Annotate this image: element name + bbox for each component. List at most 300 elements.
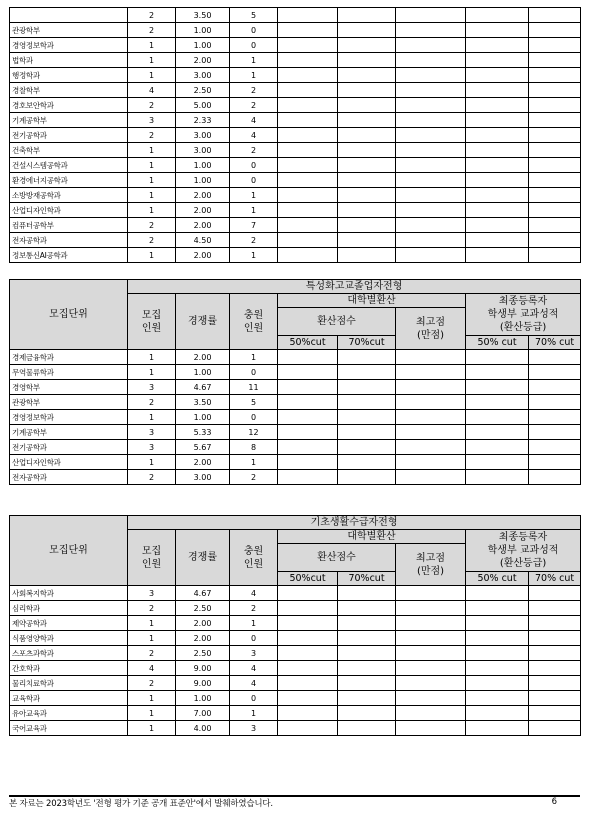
cell-empty bbox=[466, 661, 529, 676]
table-basic-livelihood-body bbox=[10, 586, 581, 736]
cell-empty bbox=[529, 470, 581, 485]
header-recruit: 모집 인원 bbox=[128, 530, 176, 586]
table-row bbox=[10, 113, 581, 128]
cell-empty bbox=[529, 721, 581, 736]
cell-empty bbox=[466, 218, 529, 233]
cell-unit: 컴퓨터공학부 bbox=[10, 218, 128, 233]
cell-empty bbox=[466, 143, 529, 158]
cell-recruit: 1 bbox=[128, 38, 176, 53]
cell-empty bbox=[466, 248, 529, 263]
cell-extra: 11 bbox=[230, 380, 278, 395]
cell-extra: 4 bbox=[230, 128, 278, 143]
cell-empty bbox=[278, 661, 338, 676]
table-row bbox=[10, 173, 581, 188]
cell-empty bbox=[529, 68, 581, 83]
cell-empty bbox=[338, 631, 396, 646]
cell-rate: 1.00 bbox=[176, 410, 230, 425]
cell-empty bbox=[278, 68, 338, 83]
cell-unit: 관광학부 bbox=[10, 395, 128, 410]
cell-recruit: 1 bbox=[128, 706, 176, 721]
cell-empty bbox=[278, 410, 338, 425]
cell-empty bbox=[396, 440, 466, 455]
cell-empty bbox=[338, 143, 396, 158]
cell-empty bbox=[396, 83, 466, 98]
cell-empty bbox=[278, 395, 338, 410]
cell-empty bbox=[466, 38, 529, 53]
cell-recruit: 2 bbox=[128, 98, 176, 113]
cell-unit: 심리학과 bbox=[10, 601, 128, 616]
table-row bbox=[10, 721, 581, 736]
cell-rate: 2.00 bbox=[176, 218, 230, 233]
cell-extra: 2 bbox=[230, 470, 278, 485]
cell-empty bbox=[529, 440, 581, 455]
table-row bbox=[10, 350, 581, 365]
cell-empty bbox=[466, 601, 529, 616]
cell-empty bbox=[466, 365, 529, 380]
cell-empty bbox=[338, 706, 396, 721]
cell-recruit: 1 bbox=[128, 455, 176, 470]
cell-recruit: 4 bbox=[128, 83, 176, 98]
cell-empty bbox=[396, 706, 466, 721]
table-row bbox=[10, 646, 581, 661]
cell-empty bbox=[396, 143, 466, 158]
cell-empty bbox=[529, 113, 581, 128]
table-row bbox=[10, 218, 581, 233]
cell-rate: 5.67 bbox=[176, 440, 230, 455]
cell-rate: 5.33 bbox=[176, 425, 230, 440]
cell-empty bbox=[466, 98, 529, 113]
cell-empty bbox=[278, 188, 338, 203]
page-number: 6 bbox=[551, 797, 557, 807]
cell-empty bbox=[396, 68, 466, 83]
cell-rate: 5.00 bbox=[176, 98, 230, 113]
cell-rate: 3.00 bbox=[176, 128, 230, 143]
cell-rate: 2.50 bbox=[176, 646, 230, 661]
table-row bbox=[10, 676, 581, 691]
cell-empty bbox=[278, 425, 338, 440]
cell-empty bbox=[529, 706, 581, 721]
cell-unit: 전자공학과 bbox=[10, 470, 128, 485]
cell-unit: 유아교육과 bbox=[10, 706, 128, 721]
cell-recruit: 1 bbox=[128, 350, 176, 365]
cell-empty bbox=[529, 128, 581, 143]
cell-empty bbox=[529, 218, 581, 233]
cell-empty bbox=[278, 218, 338, 233]
cell-empty bbox=[466, 158, 529, 173]
cell-empty bbox=[396, 616, 466, 631]
table-row bbox=[10, 128, 581, 143]
cell-unit: 국어교육과 bbox=[10, 721, 128, 736]
cell-empty bbox=[338, 646, 396, 661]
cell-empty bbox=[529, 23, 581, 38]
cell-empty bbox=[466, 8, 529, 23]
cell-empty bbox=[466, 616, 529, 631]
cell-unit: 무역물류학과 bbox=[10, 365, 128, 380]
cell-unit: 스포츠과학과 bbox=[10, 646, 128, 661]
cell-rate: 2.00 bbox=[176, 350, 230, 365]
cell-unit: 간호학과 bbox=[10, 661, 128, 676]
cell-extra: 4 bbox=[230, 586, 278, 601]
table-row bbox=[10, 410, 581, 425]
cell-empty bbox=[529, 83, 581, 98]
table-row bbox=[10, 8, 581, 23]
cell-extra: 1 bbox=[230, 248, 278, 263]
cell-empty bbox=[338, 218, 396, 233]
table-continued-body bbox=[10, 8, 581, 263]
header-final-registrant: 최종등록자 학생부 교과성적 (환산등급) bbox=[466, 294, 581, 336]
cell-empty bbox=[278, 53, 338, 68]
cell-empty bbox=[278, 721, 338, 736]
cell-recruit: 3 bbox=[128, 380, 176, 395]
cell-empty bbox=[529, 248, 581, 263]
cell-empty bbox=[529, 586, 581, 601]
cell-empty bbox=[529, 203, 581, 218]
cell-empty bbox=[278, 38, 338, 53]
cell-recruit: 4 bbox=[128, 661, 176, 676]
cell-empty bbox=[338, 128, 396, 143]
cell-rate: 9.00 bbox=[176, 661, 230, 676]
cell-empty bbox=[396, 173, 466, 188]
cell-empty bbox=[529, 53, 581, 68]
cell-empty bbox=[338, 113, 396, 128]
cell-empty bbox=[396, 248, 466, 263]
cell-rate: 2.00 bbox=[176, 455, 230, 470]
cell-recruit: 2 bbox=[128, 233, 176, 248]
cell-empty bbox=[396, 425, 466, 440]
cell-empty bbox=[338, 586, 396, 601]
header-extra: 충원 인원 bbox=[230, 530, 278, 586]
cell-empty bbox=[278, 233, 338, 248]
table-row bbox=[10, 425, 581, 440]
cell-empty bbox=[278, 706, 338, 721]
cell-recruit: 3 bbox=[128, 440, 176, 455]
cell-empty bbox=[466, 455, 529, 470]
cell-rate: 4.50 bbox=[176, 233, 230, 248]
cell-empty bbox=[338, 380, 396, 395]
cell-rate: 1.00 bbox=[176, 365, 230, 380]
cell-empty bbox=[278, 601, 338, 616]
cell-empty bbox=[466, 425, 529, 440]
cell-empty bbox=[466, 83, 529, 98]
cell-empty bbox=[529, 158, 581, 173]
cell-empty bbox=[466, 128, 529, 143]
cell-extra: 8 bbox=[230, 440, 278, 455]
cell-empty bbox=[396, 646, 466, 661]
cell-empty bbox=[338, 425, 396, 440]
cell-empty bbox=[338, 395, 396, 410]
cell-empty bbox=[278, 203, 338, 218]
cell-empty bbox=[338, 365, 396, 380]
cell-empty bbox=[529, 691, 581, 706]
cell-extra: 1 bbox=[230, 616, 278, 631]
cell-recruit: 1 bbox=[128, 410, 176, 425]
table-row bbox=[10, 601, 581, 616]
cell-empty bbox=[278, 616, 338, 631]
cell-empty bbox=[278, 676, 338, 691]
cell-unit: 사회복지학과 bbox=[10, 586, 128, 601]
cell-recruit: 2 bbox=[128, 218, 176, 233]
table-row bbox=[10, 143, 581, 158]
cell-empty bbox=[278, 173, 338, 188]
cell-empty bbox=[396, 203, 466, 218]
cell-recruit: 1 bbox=[128, 616, 176, 631]
cell-rate: 2.33 bbox=[176, 113, 230, 128]
cell-empty bbox=[396, 218, 466, 233]
cell-unit bbox=[10, 8, 128, 23]
cell-recruit: 1 bbox=[128, 365, 176, 380]
cell-rate: 1.00 bbox=[176, 691, 230, 706]
cell-empty bbox=[278, 158, 338, 173]
cell-empty bbox=[396, 98, 466, 113]
cell-unit: 전기공학과 bbox=[10, 440, 128, 455]
cell-extra: 0 bbox=[230, 631, 278, 646]
header-cut50: 50%cut bbox=[278, 336, 338, 350]
cell-empty bbox=[529, 676, 581, 691]
header-max-score: 최고점 (만점) bbox=[396, 308, 466, 350]
table-continued bbox=[9, 7, 581, 263]
cell-empty bbox=[338, 53, 396, 68]
cell-rate: 7.00 bbox=[176, 706, 230, 721]
header-cut70-grade: 70% cut bbox=[529, 336, 581, 350]
cell-extra: 0 bbox=[230, 158, 278, 173]
cell-rate: 1.00 bbox=[176, 173, 230, 188]
cell-extra: 0 bbox=[230, 23, 278, 38]
cell-empty bbox=[529, 98, 581, 113]
cell-empty bbox=[466, 188, 529, 203]
cell-extra: 7 bbox=[230, 218, 278, 233]
cell-empty bbox=[338, 350, 396, 365]
cell-recruit: 3 bbox=[128, 425, 176, 440]
cell-empty bbox=[338, 410, 396, 425]
cell-extra: 4 bbox=[230, 661, 278, 676]
cell-empty bbox=[529, 143, 581, 158]
cell-extra: 1 bbox=[230, 188, 278, 203]
cell-rate: 3.00 bbox=[176, 143, 230, 158]
cell-empty bbox=[529, 350, 581, 365]
cell-unit: 경제금융학과 bbox=[10, 350, 128, 365]
cell-recruit: 1 bbox=[128, 691, 176, 706]
cell-extra: 2 bbox=[230, 601, 278, 616]
cell-empty bbox=[338, 188, 396, 203]
cell-recruit: 2 bbox=[128, 646, 176, 661]
cell-empty bbox=[396, 38, 466, 53]
cell-recruit: 1 bbox=[128, 68, 176, 83]
cell-empty bbox=[396, 53, 466, 68]
cell-recruit: 2 bbox=[128, 676, 176, 691]
cell-extra: 1 bbox=[230, 53, 278, 68]
table-specialized-body bbox=[10, 350, 581, 485]
cell-empty bbox=[529, 395, 581, 410]
cell-rate: 2.00 bbox=[176, 188, 230, 203]
cell-empty bbox=[396, 350, 466, 365]
cell-unit: 건설시스템공학과 bbox=[10, 158, 128, 173]
cell-rate: 1.00 bbox=[176, 158, 230, 173]
cell-extra: 1 bbox=[230, 455, 278, 470]
cell-rate: 3.50 bbox=[176, 395, 230, 410]
cell-rate: 2.50 bbox=[176, 601, 230, 616]
cell-empty bbox=[396, 113, 466, 128]
cell-unit: 환경에너지공학과 bbox=[10, 173, 128, 188]
cell-empty bbox=[466, 470, 529, 485]
header-cut70-grade: 70% cut bbox=[529, 572, 581, 586]
cell-empty bbox=[338, 721, 396, 736]
cell-extra: 1 bbox=[230, 350, 278, 365]
cell-empty bbox=[278, 350, 338, 365]
cell-unit: 법학과 bbox=[10, 53, 128, 68]
table-row bbox=[10, 706, 581, 721]
cell-rate: 1.00 bbox=[176, 23, 230, 38]
cell-empty bbox=[466, 440, 529, 455]
header-cut50-grade: 50% cut bbox=[466, 572, 529, 586]
table-row bbox=[10, 691, 581, 706]
cell-empty bbox=[338, 83, 396, 98]
cell-extra: 5 bbox=[230, 395, 278, 410]
cell-extra: 1 bbox=[230, 203, 278, 218]
cell-empty bbox=[278, 23, 338, 38]
table-row bbox=[10, 158, 581, 173]
cell-empty bbox=[338, 158, 396, 173]
cell-empty bbox=[396, 23, 466, 38]
table-row bbox=[10, 455, 581, 470]
cell-empty bbox=[396, 631, 466, 646]
cell-recruit: 2 bbox=[128, 395, 176, 410]
table-row bbox=[10, 23, 581, 38]
cell-rate: 3.00 bbox=[176, 68, 230, 83]
cell-empty bbox=[529, 233, 581, 248]
table-row bbox=[10, 188, 581, 203]
cell-empty bbox=[466, 23, 529, 38]
cell-recruit: 3 bbox=[128, 586, 176, 601]
header-conversion-score: 환산점수 bbox=[278, 544, 396, 572]
cell-empty bbox=[529, 425, 581, 440]
table-row bbox=[10, 631, 581, 646]
cell-empty bbox=[278, 631, 338, 646]
cell-unit: 건축학부 bbox=[10, 143, 128, 158]
cell-unit: 경호보안학과 bbox=[10, 98, 128, 113]
cell-empty bbox=[529, 380, 581, 395]
cell-empty bbox=[338, 691, 396, 706]
cell-rate: 3.50 bbox=[176, 8, 230, 23]
cell-recruit: 1 bbox=[128, 158, 176, 173]
cell-empty bbox=[338, 661, 396, 676]
header-conversion-score: 환산점수 bbox=[278, 308, 396, 336]
cell-empty bbox=[278, 646, 338, 661]
cell-unit: 산업디자인학과 bbox=[10, 203, 128, 218]
cell-recruit: 1 bbox=[128, 631, 176, 646]
header-univ-conversion: 대학별환산 bbox=[278, 530, 466, 544]
cell-empty bbox=[278, 83, 338, 98]
cell-empty bbox=[278, 248, 338, 263]
cell-empty bbox=[278, 365, 338, 380]
cell-extra: 2 bbox=[230, 143, 278, 158]
cell-empty bbox=[396, 395, 466, 410]
table-row bbox=[10, 365, 581, 380]
cell-empty bbox=[338, 676, 396, 691]
cell-empty bbox=[278, 440, 338, 455]
cell-unit: 경영학부 bbox=[10, 380, 128, 395]
table-row bbox=[10, 470, 581, 485]
cell-extra: 3 bbox=[230, 721, 278, 736]
cell-recruit: 1 bbox=[128, 721, 176, 736]
cell-extra: 0 bbox=[230, 691, 278, 706]
cell-empty bbox=[338, 601, 396, 616]
cell-empty bbox=[466, 173, 529, 188]
cell-rate: 2.00 bbox=[176, 616, 230, 631]
cell-extra: 4 bbox=[230, 113, 278, 128]
cell-empty bbox=[338, 98, 396, 113]
cell-extra: 2 bbox=[230, 83, 278, 98]
cell-extra: 0 bbox=[230, 38, 278, 53]
header-unit: 모집단위 bbox=[10, 280, 128, 350]
cell-recruit: 1 bbox=[128, 248, 176, 263]
cell-empty bbox=[396, 380, 466, 395]
cell-empty bbox=[529, 173, 581, 188]
cell-recruit: 2 bbox=[128, 128, 176, 143]
cell-recruit: 1 bbox=[128, 173, 176, 188]
cell-empty bbox=[466, 586, 529, 601]
table-row bbox=[10, 68, 581, 83]
cell-empty bbox=[338, 8, 396, 23]
cell-unit: 경영정보학과 bbox=[10, 410, 128, 425]
cell-unit: 제약공학과 bbox=[10, 616, 128, 631]
header-univ-conversion: 대학별환산 bbox=[278, 294, 466, 308]
cell-rate: 1.00 bbox=[176, 38, 230, 53]
table-row bbox=[10, 616, 581, 631]
cell-recruit: 2 bbox=[128, 470, 176, 485]
header-rate: 경쟁률 bbox=[176, 294, 230, 350]
table-row bbox=[10, 233, 581, 248]
cell-empty bbox=[396, 233, 466, 248]
cell-empty bbox=[529, 188, 581, 203]
cell-empty bbox=[466, 395, 529, 410]
cell-empty bbox=[396, 601, 466, 616]
cell-empty bbox=[278, 455, 338, 470]
cell-empty bbox=[466, 350, 529, 365]
cell-extra: 2 bbox=[230, 233, 278, 248]
table-row bbox=[10, 203, 581, 218]
cell-unit: 식품영양학과 bbox=[10, 631, 128, 646]
cell-unit: 물리치료학과 bbox=[10, 676, 128, 691]
table-row bbox=[10, 248, 581, 263]
header-cut50: 50%cut bbox=[278, 572, 338, 586]
cell-empty bbox=[466, 721, 529, 736]
cell-recruit: 1 bbox=[128, 203, 176, 218]
cell-unit: 전자공학과 bbox=[10, 233, 128, 248]
cell-empty bbox=[396, 661, 466, 676]
cell-empty bbox=[396, 188, 466, 203]
cell-empty bbox=[278, 8, 338, 23]
cell-unit: 소방방재공학과 bbox=[10, 188, 128, 203]
header-recruit: 모집 인원 bbox=[128, 294, 176, 350]
table-row bbox=[10, 661, 581, 676]
cell-empty bbox=[278, 128, 338, 143]
cell-recruit: 2 bbox=[128, 23, 176, 38]
cell-empty bbox=[396, 410, 466, 425]
header-cut70: 70%cut bbox=[338, 336, 396, 350]
cell-empty bbox=[396, 676, 466, 691]
cell-recruit: 1 bbox=[128, 188, 176, 203]
cell-empty bbox=[396, 365, 466, 380]
cell-recruit: 2 bbox=[128, 8, 176, 23]
table-row bbox=[10, 38, 581, 53]
cell-rate: 4.67 bbox=[176, 586, 230, 601]
cell-empty bbox=[278, 691, 338, 706]
cell-extra: 0 bbox=[230, 173, 278, 188]
cell-empty bbox=[466, 410, 529, 425]
cell-empty bbox=[466, 691, 529, 706]
cell-unit: 행정학과 bbox=[10, 68, 128, 83]
cell-empty bbox=[278, 470, 338, 485]
